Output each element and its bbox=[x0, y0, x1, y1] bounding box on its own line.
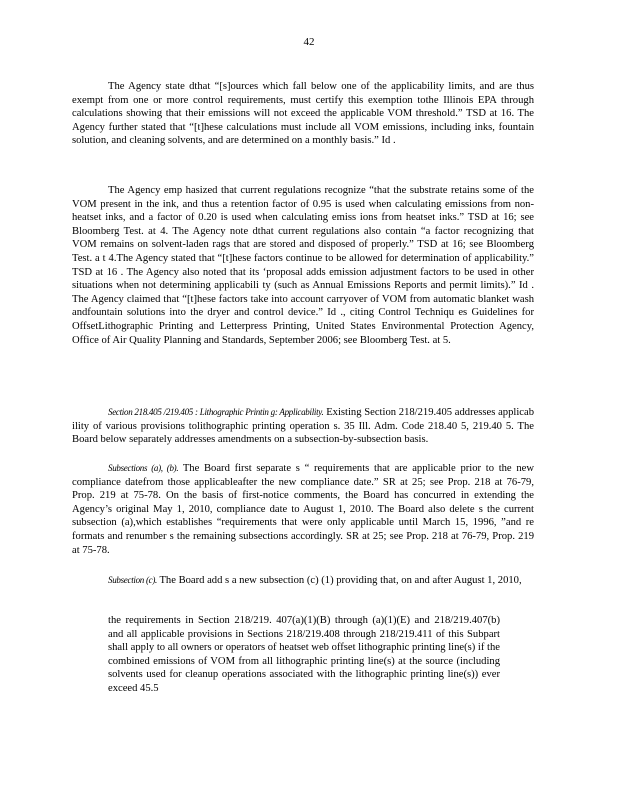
paragraph-subsections-a-b bbox=[72, 462, 534, 557]
section-heading: Section 218.405 /219.405 : Lithographic Printin g: Applicability. bbox=[108, 407, 324, 417]
paragraph-subsection-c bbox=[72, 574, 534, 588]
subsection-text: The Board first separate s “ requirements that are applicable prior to the new compliance datefrom those applicableafter the new compliance date.” SR at 25; see Prop. 218 at 76-79, Prop. 219 at 75-78. On the basis of first-notice comments, the Board has concurred in extending the Agency’s original May 1, 2010, compliance date to August 1, 2010. The Board also delete s the current subsection (a),which establishes “requirements that were only applicable until March 15, 1996, ”and re formats and renumber s the remaining subsections accordingly. SR at 25; see Prop. 218 at 76-79, Prop. 219 at 75-78. bbox=[72, 463, 534, 556]
paragraph-section-405 bbox=[72, 406, 534, 447]
page-number: 42 bbox=[303, 36, 315, 48]
subsection-c-text: The Board add s a new subsection (c) (1) providing that, on and after August 1, 2010, bbox=[159, 575, 522, 586]
block-quote: the requirements in Section 218/219. 407(a)(1)(B) through (a)(1)(E) and 218/219.407(b) and all applicable provisions in Sections 218/219.408 through 218/219.411 of this Subpart shall apply to all owners or operators of heatset web offset lithographic printing line(s) if the combined emissions of VOM from all lithographic printing line(s) at the source (including solvents used for cleanup operations associated with the lithographic printing line(s)) ever exceed 45.5 bbox=[108, 615, 500, 694]
subsection-c-heading: Subsection (c). bbox=[108, 575, 157, 585]
paragraph-applicability-certification: The Agency state dthat “[s]ources which fall below one of the applicability limits, and are thus exempt from one or more control requirements, must certify this exemption tothe Illinois EPA through calculations showing that their emissions will not exceed the applicable VOM threshold.” TSD at 16. The Agency further stated that “[t]hese calculations must include all VOM emissions, including inks, fountain solution, and cleaning solvents, and are determined on a monthly basis.” Id . bbox=[72, 81, 534, 147]
paragraph-retention-factors: The Agency emp hasized that current regulations recognize “that the substrate retains some of the VOM present in the ink, and thus a retention factor of 0.95 is used when calculating emissions from non-heatset inks, and a factor of 0.20 is used when calculating emiss ions from heatset inks.” TSD at 16; see Bloomberg Test. at 4. The Agency note dthat current regulations also contain “a factor recognizing that VOM remains on solvent-laden rags that are stored and disposed of properly.” TSD at 16; see Bloomberg Test. a t 4.The Agency stated that “[t]hese factors continue to be allowed for determination of applicability.” TSD at 16 . The Agency also noted that its ‘proposal adds emission adjustment factors to be used in other situations when not determining applicabili ty (such as Annual Emissions Reports and permit limits).” Id . The Agency claimed that “[t]hese factors take into account carryover of VOM from automatic blanket wash andfountain solutions into the dryer and control device.” Id ., citing Control Techniqu es Guidelines for OffsetLithographic Printing and Letterpress Printing, United States Environmental Protection Agency, Office of Air Quality Planning and Standards, September 2006; see Bloomberg Test. at 5. bbox=[72, 185, 534, 346]
section-text: Existing Section 218/219.405 addresses applicab ility of various provisions tolithographic printing operation s. 35 Ill. Adm. Code 218.40 5, 219.40 5. The Board below separately addresses amendments on a subsection-by-subsection basis. bbox=[72, 407, 534, 446]
subsection-heading: Subsections (a), (b). bbox=[108, 463, 179, 473]
